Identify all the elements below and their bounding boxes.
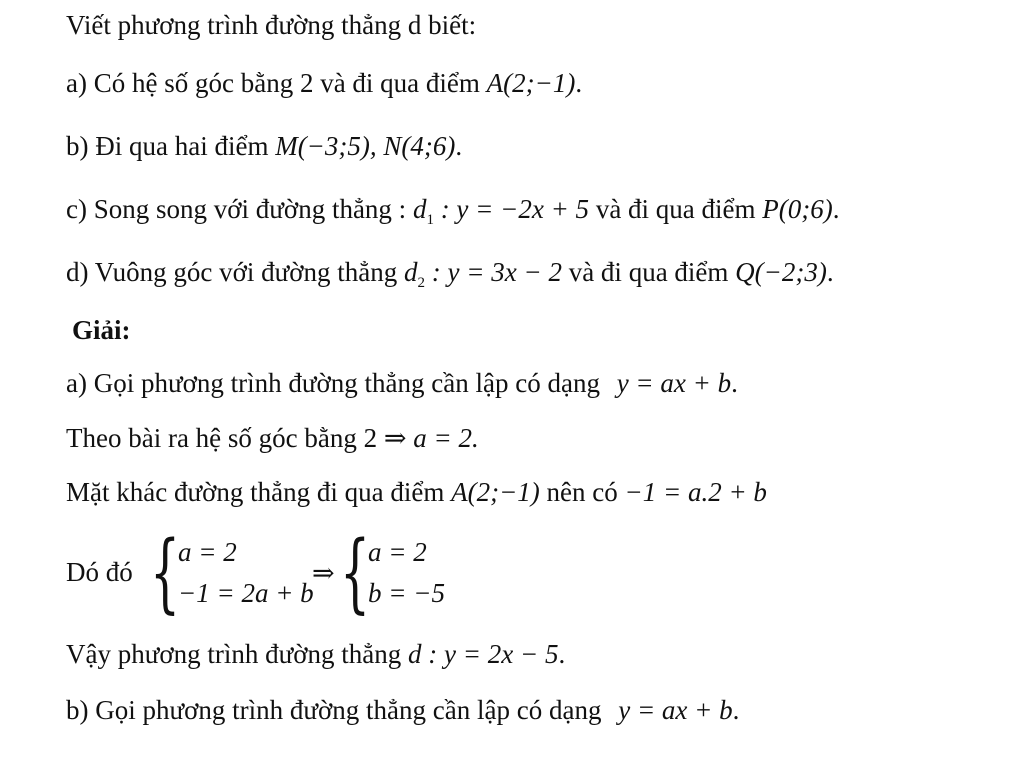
problem-d	[66, 255, 834, 300]
problem-c-line-sub: 1	[426, 212, 434, 228]
solution-b-intro-text: b) Gọi phương trình đường thẳng cần lập có dạng	[66, 695, 602, 725]
problem-a-text: a) Có hệ số góc bằng 2 và đi qua điểm	[66, 68, 480, 98]
pass-mid: nên có	[546, 477, 618, 507]
problem-b-points: M(−3;5), N(4;6)	[275, 131, 456, 161]
system-1	[150, 523, 314, 623]
title-text: Viết phương trình đường thẳng d biết:	[66, 10, 477, 40]
solution-heading-text: Giải:	[72, 315, 131, 345]
brace-icon: {	[340, 523, 371, 623]
brace-icon: {	[150, 523, 181, 623]
problem-c-point: P(0;6)	[762, 194, 833, 224]
problem-c-text: c) Song song với đường thẳng :	[66, 194, 407, 224]
conclusion: Vậy phương trình đường thẳng d : y = 2x − 5.	[66, 639, 566, 669]
problem-c-end: .	[832, 194, 840, 224]
solution-a-intro: a) Gọi phương trình đường thẳng cần lập có dạng y = ax + b.	[66, 368, 738, 398]
solution-b-intro: b) Gọi phương trình đường thẳng cần lập có dạng y = ax + b.	[66, 695, 740, 725]
pass-point: A(2;−1)	[451, 477, 540, 507]
problem-c-line-eq: : y = −2x + 5	[440, 194, 590, 224]
general-form-eq-b: y = ax + b	[618, 695, 733, 725]
system-1-row-1: a = 2	[178, 537, 237, 567]
system-1-row-2: −1 = 2a + b	[178, 578, 314, 608]
problem-a-end: .	[575, 68, 583, 98]
conclusion-text: Vậy phương trình đường thẳng	[66, 639, 402, 669]
implies-arrow	[312, 558, 335, 589]
problem-c-mid: và đi qua điểm	[595, 194, 756, 224]
solution-pass	[66, 475, 767, 509]
problem-c-line-name: d	[412, 194, 427, 224]
problem-d-point: Q(−2;3)	[735, 257, 827, 287]
problem-d-line-eq: : y = 3x − 2	[431, 257, 562, 287]
problem-d-mid: và đi qua điểm	[568, 257, 729, 287]
problem-d-line-sub: 2	[417, 275, 426, 291]
slope-result: ⇒ a = 2.	[383, 423, 479, 453]
problem-a	[66, 66, 582, 100]
problem-d-line-name: d	[404, 257, 418, 287]
conclusion-eq: d : y = 2x − 5	[408, 639, 559, 669]
implies-arrow-icon: ⇒	[312, 558, 335, 588]
solution-heading	[72, 313, 131, 347]
system-2-row-1: a = 2	[368, 537, 427, 567]
slope-text: Theo bài ra hệ số góc bằng 2	[66, 423, 378, 453]
general-form-eq: y = ax + b	[616, 368, 732, 398]
system-2	[340, 523, 445, 623]
problem-b-end: .	[455, 131, 463, 161]
problem-title	[66, 8, 476, 42]
solution-a-intro-text: a) Gọi phương trình đường thẳng cần lập có dạng	[66, 368, 600, 398]
system-label-text: Dó đó	[66, 557, 133, 587]
system-label	[66, 555, 133, 589]
solution-slope	[66, 421, 479, 455]
pass-text: Mặt khác đường thẳng đi qua điểm	[66, 477, 445, 507]
system-2-row-2: b = −5	[368, 578, 445, 608]
problem-b-text: b) Đi qua hai điểm	[66, 131, 269, 161]
problem-a-point: A(2;−1)	[486, 68, 576, 98]
problem-d-end: .	[826, 257, 834, 287]
problem-d-text: d) Vuông góc với đường thẳng	[66, 257, 398, 287]
pass-eq: −1 = a.2 + b	[624, 477, 767, 507]
problem-c	[66, 192, 840, 237]
problem-b	[66, 129, 462, 163]
